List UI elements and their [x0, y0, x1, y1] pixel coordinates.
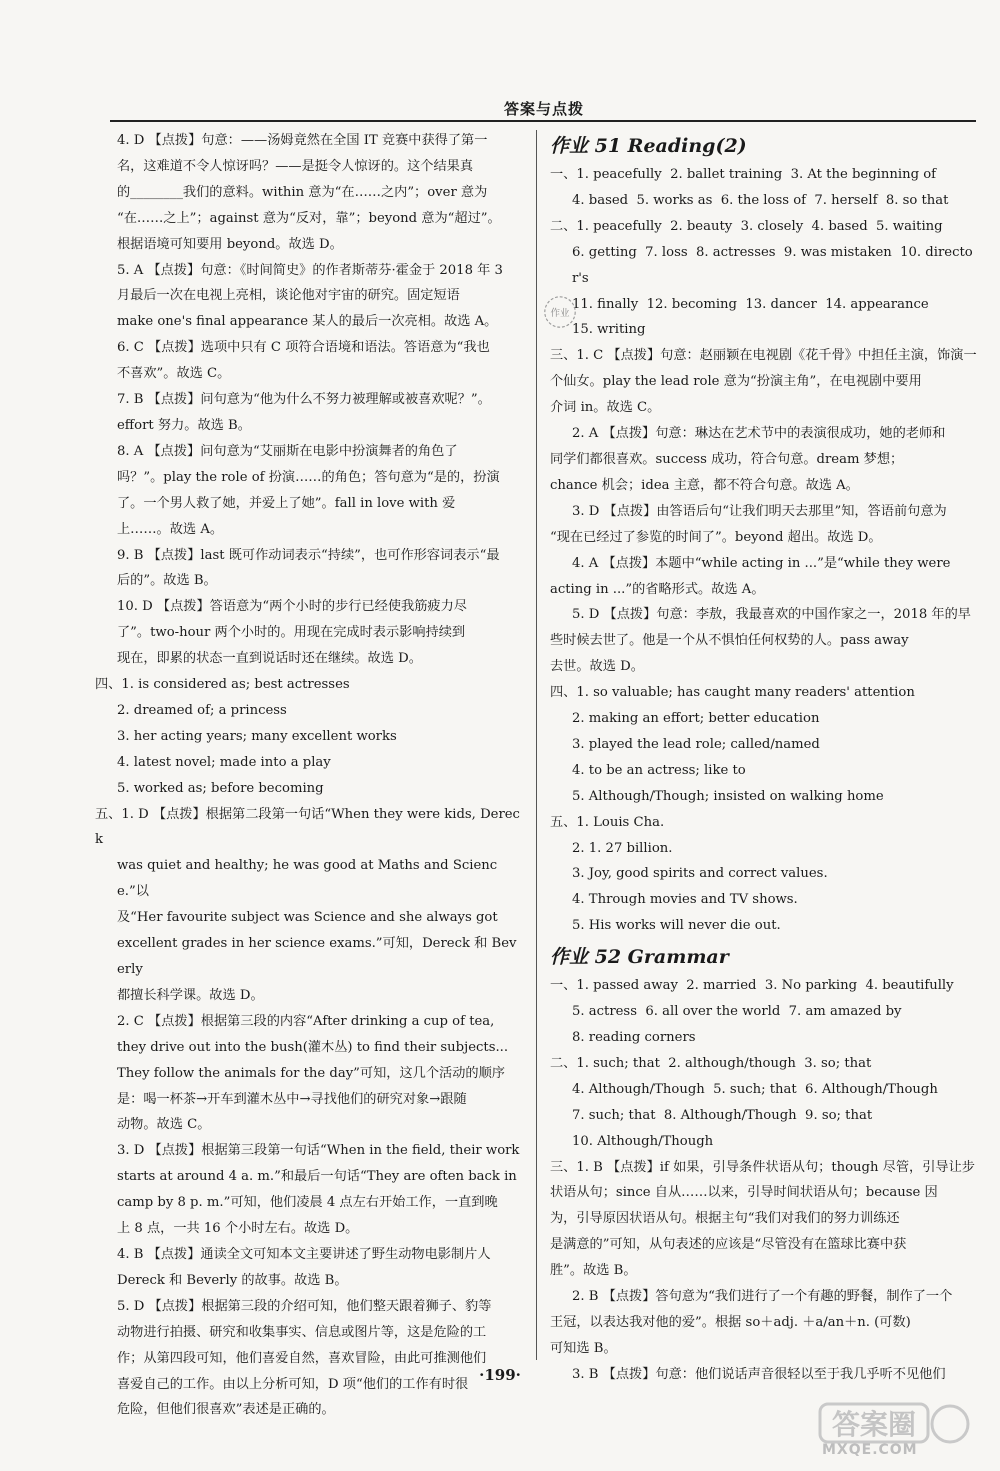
text-line: effort 努力。故选 B。 [117, 417, 251, 433]
text-line: 是：喝一杯茶→开车到灌木丛中→寻找他们的研究对象→跟随 [117, 1091, 467, 1107]
text-line: 介词 in。故选 C。 [550, 400, 661, 416]
text-line: 可知选 B。 [550, 1340, 617, 1356]
stamp-text: 作业 [550, 307, 570, 319]
text-line: 4. A 【点拨】本题中“while acting in ...”是“while they were [572, 555, 951, 571]
text-line: 了”。two-hour 两个小时的。用现在完成时表示影响持续到 [117, 625, 466, 641]
text-line: 上……。故选 A。 [117, 521, 224, 537]
text-line: starts at around 4 a. m.”和最后一句话“They are often back in [117, 1169, 517, 1185]
page-header [110, 98, 976, 122]
text-line: 5. D 【点拨】句意：李敖，我最喜欢的中国作家之一，2018 年的早 [572, 607, 971, 623]
text-line: 后的”。故选 B。 [117, 573, 217, 589]
right-column [550, 128, 978, 1388]
text-line: 4. based 5. works as 6. the loss of 7. herself 8. so that [572, 192, 949, 208]
text-line: 9. B 【点拨】last 既可作动词表示“持续”，也可作形容词表示“最 [117, 547, 500, 563]
text-line: acting in ...”的省略形式。故选 A。 [550, 581, 765, 597]
text-line: 三、1. B 【点拨】if 如果，引导条件状语从句；though 尽管，引导让步 [550, 1159, 975, 1175]
text-line: Dereck 和 Beverly 的故事。故选 B。 [117, 1272, 348, 1288]
text-line: 些时候去世了。他是一个从不惧怕任何权势的人。pass away [550, 633, 909, 649]
text-line: camp by 8 p. m.”可知，他们凌晨 4 点左右开始工作，一直到晚 [117, 1195, 498, 1211]
text-line: 7. B 【点拨】问句意为“他为什么不努力被理解或被喜欢呢？”。 [117, 392, 491, 408]
text-line: 5. actress 6. all over the world 7. am amazed by [572, 1004, 902, 1020]
text-line: 2. B 【点拨】答句意为“我们进行了一个有趣的野餐，制作了一个 [572, 1289, 953, 1305]
text-line: 现在，即累的状态一直到说话时还在继续。故选 D。 [117, 651, 422, 667]
text-line: 四、1. so valuable; has caught many readers' attention [550, 685, 915, 701]
text-line: they drive out into the bush(灌木丛) to find their subjects... [117, 1039, 509, 1055]
text-line: 3. D 【点拨】根据第三段第一句话“When in the field, their work [117, 1143, 520, 1159]
text-line: 四、1. is considered as; best actresses [95, 677, 350, 693]
text-line: 6. C 【点拨】选项中只有 C 项符合语境和语法。答语意为“我也 [117, 340, 490, 356]
page-number: ·199· [479, 1366, 521, 1384]
text-line: 2. making an effort; better education [572, 711, 820, 727]
text-line: 个仙女。play the lead role 意为“扮演主角”，在电视剧中要用 [550, 374, 922, 390]
text-line: They follow the animals for the day”可知，这几个活动的顺序 [117, 1065, 505, 1081]
text-line: 为，引导原因状语从句。根据主句“我们对我们的努力训练还 [550, 1211, 900, 1227]
text-line: 5. Although/Though; insisted on walking home [572, 788, 884, 804]
text-line: 一、1. passed away 2. married 3. No parking 4. beautifully [550, 978, 954, 994]
text-line: 喜爱自己的工作。由以上分析可知，D 项“他们的工作有时很 [117, 1376, 469, 1392]
text-line: chance 机会；idea 主意，都不符合句意。故选 A。 [550, 477, 859, 493]
text-line: 6. getting 7. loss 8. actresses 9. was mistaken 10. director's [572, 244, 973, 286]
text-line: 五、1. Louis Cha. [550, 814, 665, 830]
left-column [95, 128, 523, 1423]
text-line: 5. D 【点拨】根据第三段的介绍可知，他们整天跟着狮子、豹等 [117, 1298, 492, 1314]
text-line: 7. such; that 8. Although/Though 9. so; that [572, 1107, 873, 1123]
text-line: 3. B 【点拨】句意：他们说话声音很轻以至于我几乎听不见他们 [572, 1366, 946, 1382]
text-line: 8. reading corners [572, 1030, 696, 1045]
text-line: 吗？”。play the role of 扮演……的角色；答句意为“是的，扮演 [117, 469, 500, 485]
text-line: 状语从句；since 自从……以来，引导时间状语从句；because 因 [550, 1185, 938, 1201]
text-line: 五、1. D 【点拨】根据第二段第一句话“When they were kids, Dereck [95, 806, 520, 848]
text-line: 2. C 【点拨】根据第三段的内容“After drinking a cup of tea, [117, 1013, 495, 1029]
stamp-icon [541, 293, 579, 331]
text-line: 3. Joy, good spirits and correct values. [572, 866, 828, 882]
text-line: 3. her acting years; many excellent works [117, 728, 397, 744]
text-line: 作；从第四段可知，他们喜爱自然，喜欢冒险，由此可推测他们 [117, 1350, 487, 1366]
text-line: 5. worked as; before becoming [117, 780, 324, 796]
text-line: 上 8 点，一共 16 个小时左右。故选 D。 [117, 1221, 359, 1237]
text-line: 3. D 【点拨】由答语后句“让我们明天去那里”知，答语前句意为 [572, 503, 947, 519]
text-line: 三、1. C 【点拨】句意：赵丽颖在电视剧《花千骨》中担任主演，饰演一 [550, 348, 977, 364]
text-line: 都擅长科学课。故选 D。 [117, 987, 264, 1003]
text-line: 2. 1. 27 billion. [572, 840, 673, 856]
text-line: 了。一个男人救了她，并爱上了她”。fall in love with 爱 [117, 495, 456, 511]
text-line: 胜”。故选 B。 [550, 1263, 637, 1279]
text-line: 3. played the lead role; called/named [572, 736, 820, 752]
text-line: 4. D 【点拨】句意：——汤姆竟然在全国 IT 竞赛中获得了第一 [117, 133, 488, 148]
text-line: 4. Although/Though 5. such; that 6. Although/Though [572, 1081, 938, 1097]
text-line: 动物。故选 C。 [117, 1117, 211, 1133]
section-51-title: 作业 51 Reading(2) [550, 135, 747, 157]
text-line: 8. A 【点拨】问句意为“艾丽斯在电影中扮演舞者的角色了 [117, 443, 458, 459]
text-line: 2. dreamed of; a princess [117, 702, 287, 718]
text-line: 10. D 【点拨】答语意为“两个小时的步行已经使我筋疲力尽 [117, 599, 467, 615]
text-line: 同学们都很喜欢。success 成功，符合句意。dream 梦想； [550, 451, 904, 467]
text-line: “现在已经过了参览的时间了”。beyond 超出。故选 D。 [550, 529, 882, 545]
text-line: 二、1. peacefully 2. beauty 3. closely 4. based 5. waiting [550, 218, 943, 234]
text-line: 名，这难道不令人惊讶吗？——是挺令人惊讶的。这个结果真 [117, 158, 474, 174]
text-line: 月最后一次在电视上亮相，谈论他对宇宙的研究。固定短语 [117, 288, 460, 304]
text-line: 4. to be an actress; like to [572, 762, 746, 778]
text-line: 的________我们的意料。within 意为“在……之内”；over 意为 [117, 184, 488, 200]
text-line: was quiet and healthy; he was good at Maths and Science.”以 [117, 858, 498, 900]
text-line: 5. His works will never die out. [572, 918, 781, 934]
text-line: 王冠，以表达我对他的爱”。根据 so＋adj. ＋a/an＋n. (可数) [550, 1314, 911, 1330]
text-line: “在……之上”；against 意为“反对，靠”；beyond 意为“超过”。 [117, 210, 501, 226]
text-line: 危险，但他们很喜欢”表述是正确的。 [117, 1402, 335, 1418]
text-line: 根据语境可知要用 beyond。故选 D。 [117, 236, 343, 252]
text-line: 二、1. such; that 2. although/though 3. so; that [550, 1055, 872, 1071]
watermark-logo-text: 答案圈 [831, 1408, 917, 1441]
text-line: 一、1. peacefully 2. ballet training 3. At the beginning of [550, 167, 937, 182]
text-line: excellent grades in her science exams.”可知，Dereck 和 Beverly [117, 936, 517, 977]
text-line: 不喜欢”。故选 C。 [117, 366, 231, 382]
text-line: 10. Although/Though [572, 1133, 714, 1149]
text-line: make one's final appearance 某人的最后一次亮相。故选 A。 [117, 314, 498, 330]
section-52-title: 作业 52 Grammar [550, 946, 729, 969]
header-title: 答案与点拨 [503, 100, 584, 118]
text-line: 动物进行拍摄、研究和收集事实、信息或图片等，这是危险的工 [117, 1324, 487, 1340]
text-line: 4. Through movies and TV shows. [572, 892, 798, 908]
text-line: 5. A 【点拨】句意：《时间简史》的作者斯蒂芬·霍金于 2018 年 3 [117, 262, 503, 278]
watermark-url: MXQE.COM [822, 1442, 918, 1458]
text-line: 是满意的”可知，从句表述的应该是“尽管没有在篮球比赛中获 [550, 1237, 907, 1253]
text-line: 4. B 【点拨】通读全文可知本文主要讲述了野生动物电影制片人 [117, 1246, 491, 1262]
text-line: 11. finally 12. becoming 13. dancer 14. appearance [572, 296, 929, 312]
text-line: 去世。故选 D。 [550, 659, 644, 675]
column-divider [536, 130, 537, 1360]
text-line: 15. writing [572, 322, 646, 338]
text-line: 2. A 【点拨】句意：琳达在艺术节中的表演很成功，她的老师和 [572, 426, 946, 442]
text-line: 4. latest novel; made into a play [117, 754, 331, 770]
text-line: 及“Her favourite subject was Science and she always got [117, 910, 498, 926]
